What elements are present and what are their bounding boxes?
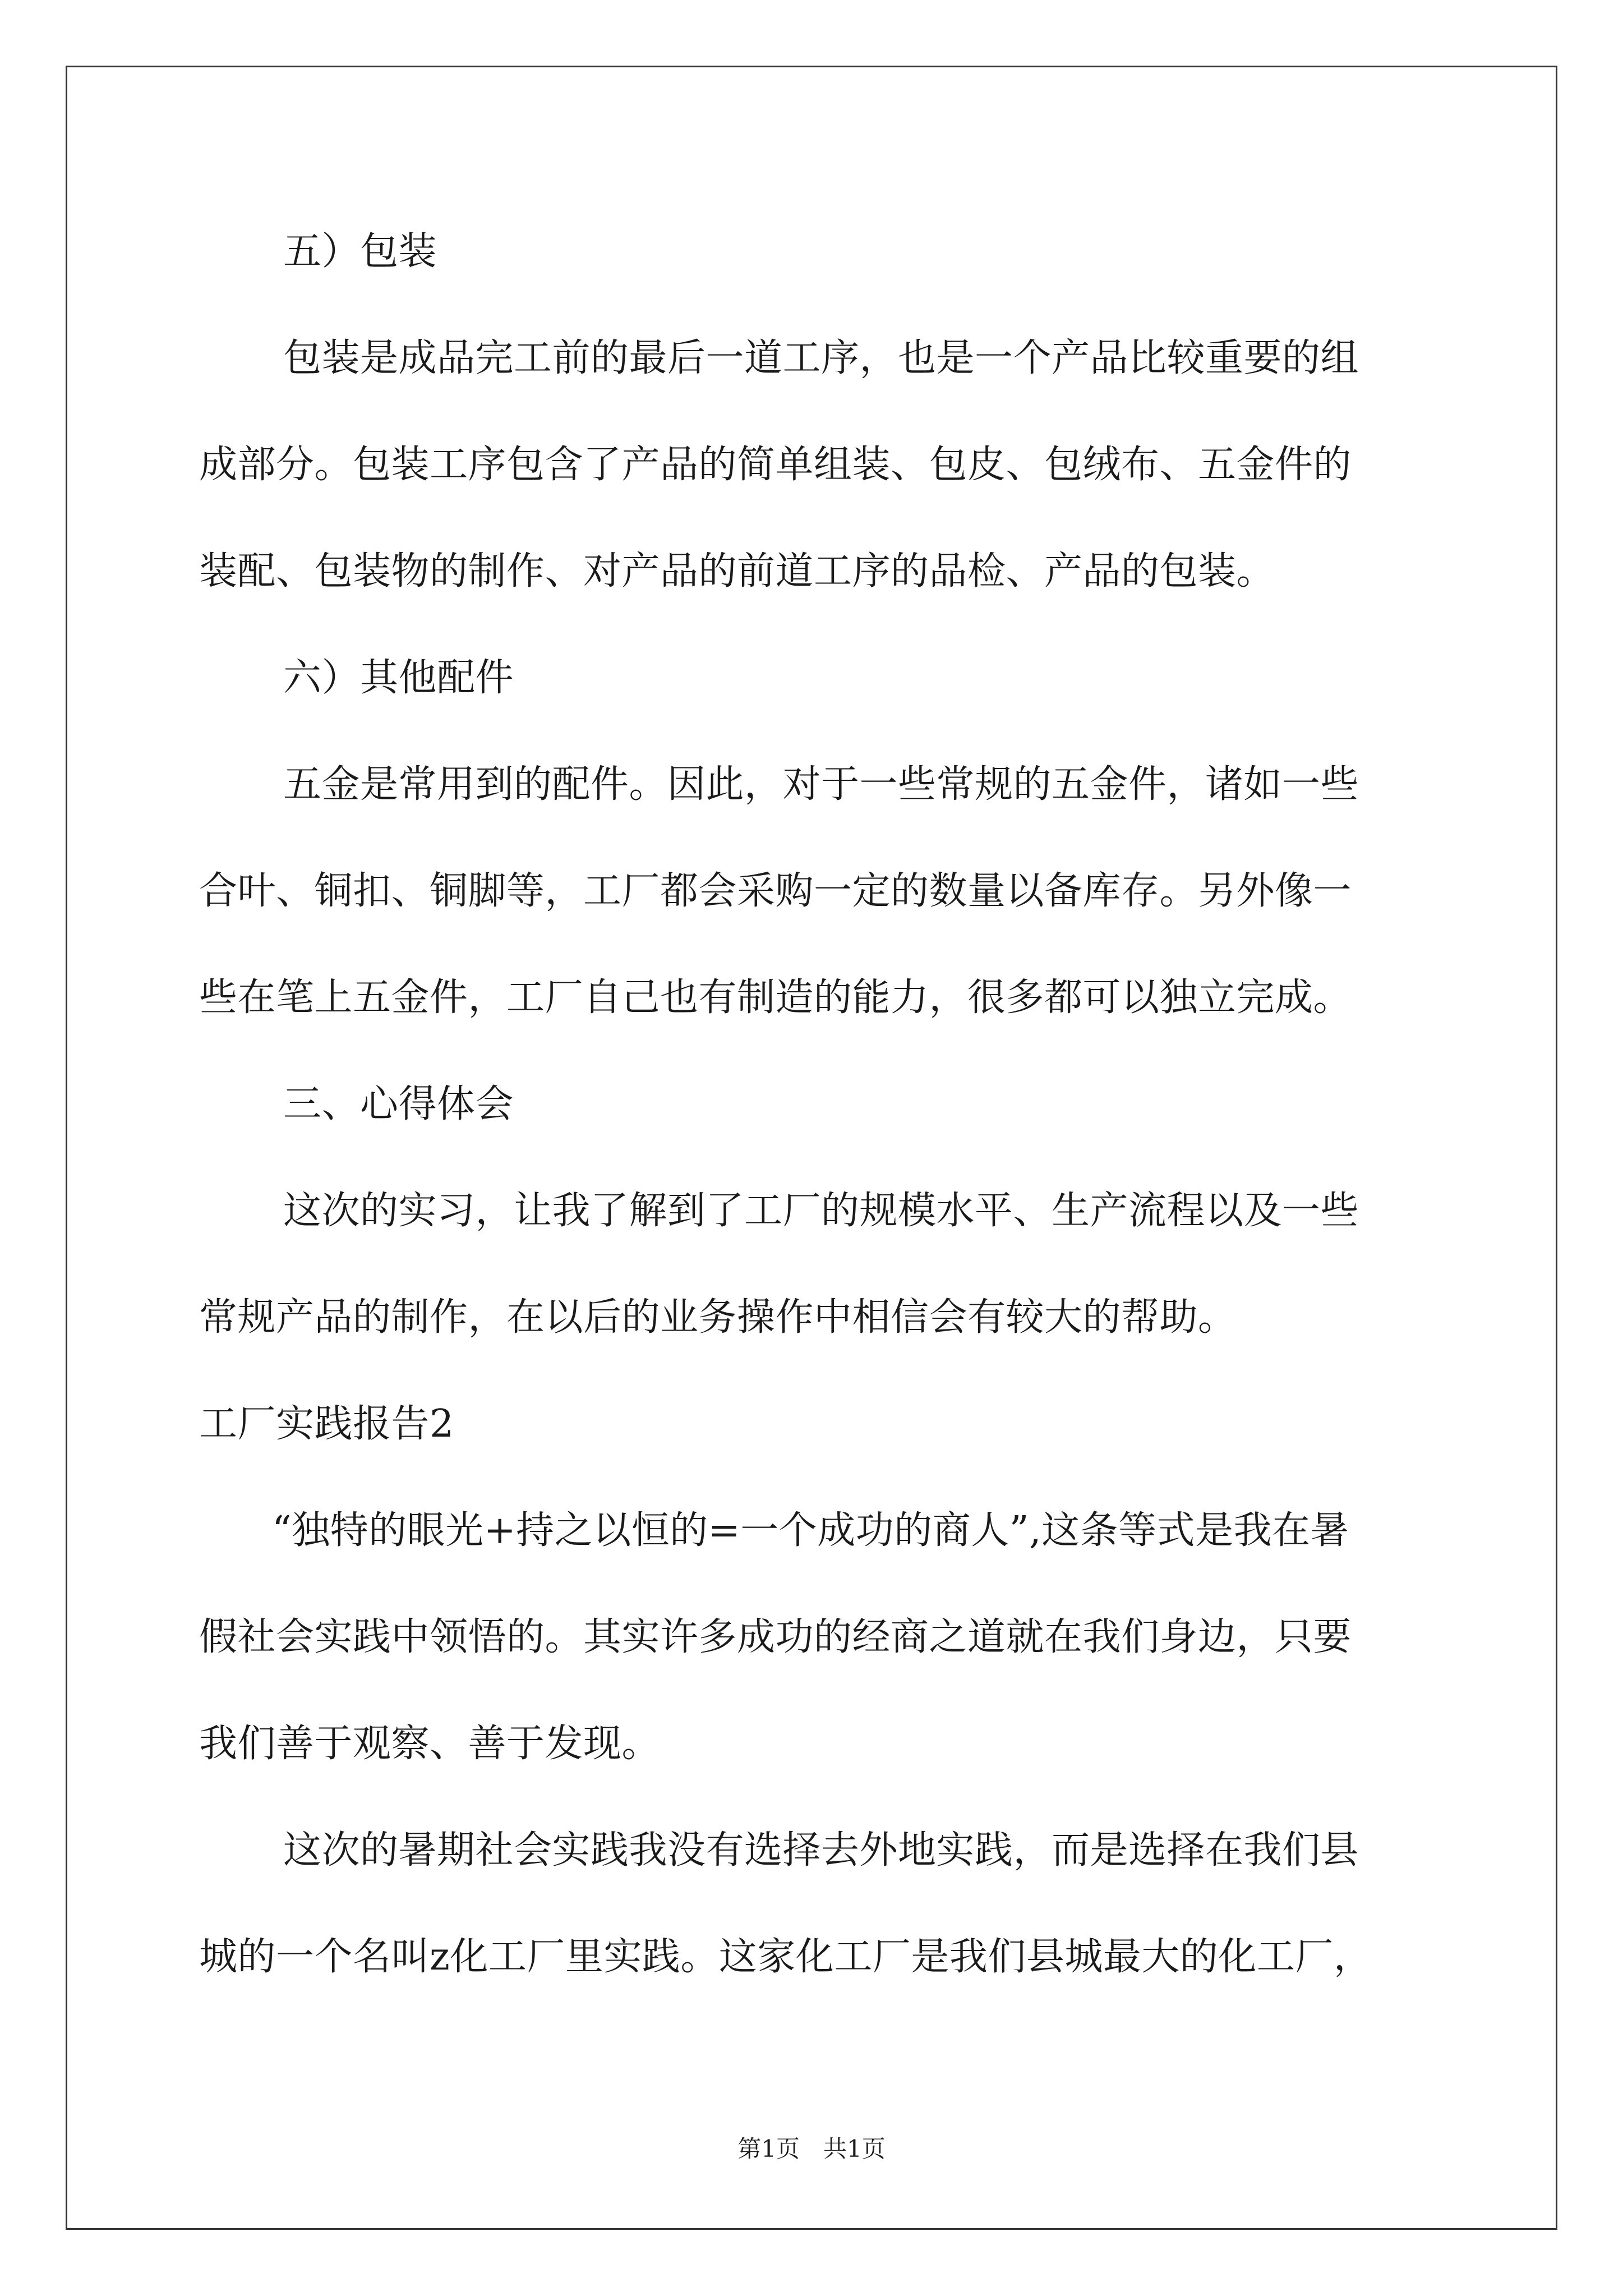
- paragraph-line: 这次的暑期社会实践我没有选择去外地实践，而是选择在我们县: [283, 1828, 1359, 1872]
- page-border: [66, 66, 1557, 2230]
- paragraph-line: 五金是常用到的配件。因此，对于一些常规的五金件，诸如一些: [283, 762, 1359, 807]
- paragraph-line: 包装是成品完工前的最后一道工序，也是一个产品比较重要的组: [283, 336, 1359, 380]
- paragraph-line: “独特的眼光+持之以恒的=一个成功的商人”,这条等式是我在暑: [272, 1508, 1349, 1553]
- paragraph-line: 城的一个名叫z化工厂里实践。这家化工厂是我们县城最大的化工厂，: [199, 1935, 1372, 1979]
- paragraph-line: 常规产品的制作，在以后的业务操作中相信会有较大的帮助。: [199, 1295, 1237, 1340]
- paragraph-line: 假社会实践中领悟的。其实许多成功的经商之道就在我们身边，只要: [199, 1615, 1352, 1659]
- paragraph-line: 些在笔上五金件，工厂自己也有制造的能力，很多都可以独立完成。: [199, 976, 1352, 1020]
- page-footer: 第1页 共1页: [737, 2135, 886, 2162]
- report-title: 工厂实践报告2: [199, 1402, 454, 1446]
- paragraph-line: 合叶、铜扣、铜脚等，工厂都会采购一定的数量以备库存。另外像一: [199, 869, 1352, 913]
- section-heading-other-parts: 六）其他配件: [283, 656, 514, 700]
- paragraph-line: 我们善于观察、善于发现。: [199, 1722, 661, 1766]
- paragraph-line: 装配、包装物的制作、对产品的前道工序的品检、产品的包装。: [199, 549, 1275, 593]
- paragraph-line: 这次的实习，让我了解到了工厂的规模水平、生产流程以及一些: [283, 1189, 1359, 1233]
- section-heading-packaging: 五）包装: [283, 229, 437, 274]
- section-heading-experience: 三、心得体会: [283, 1082, 514, 1126]
- paragraph-line: 成部分。包装工序包含了产品的简单组装、包皮、包绒布、五金件的: [199, 443, 1352, 487]
